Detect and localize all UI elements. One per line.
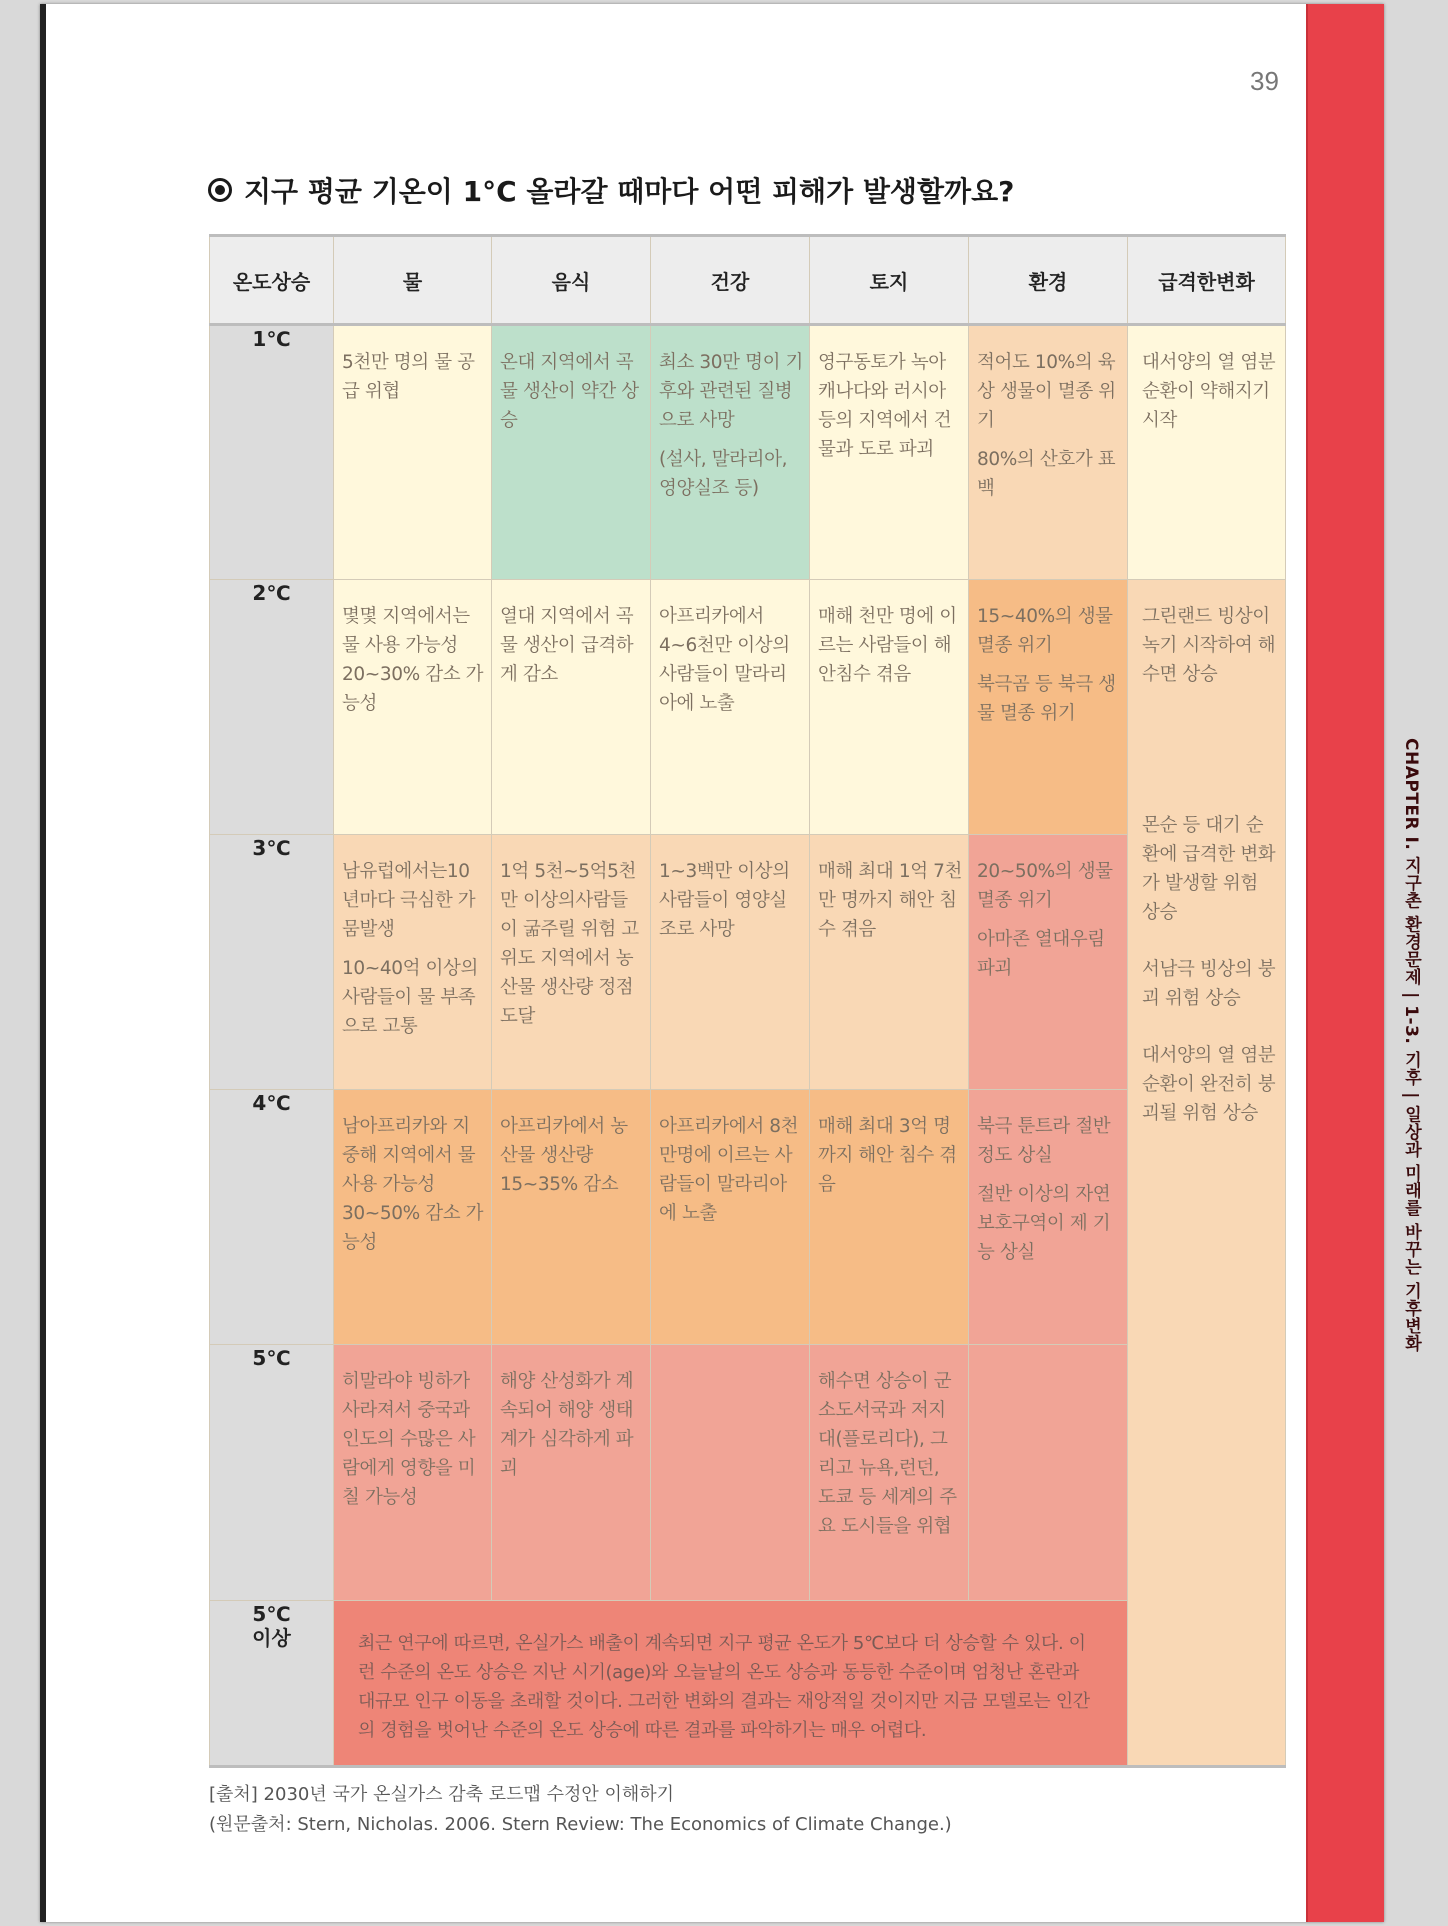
table-row xyxy=(210,325,1286,580)
cell-health-5c xyxy=(651,1345,810,1601)
source-citation xyxy=(209,1780,952,1840)
header-temperature: 온도상승 xyxy=(210,236,334,325)
cell-health-4c: 아프리카에서 8천만명에 이르는 사람들이 말라리아에 노출 xyxy=(651,1090,810,1345)
cell-water-3c: 남유럽에서는10년마다 극심한 가뭄발생 10~40억 이상의 사람들이 물 부족으로 고통 xyxy=(334,835,492,1090)
page-title xyxy=(208,170,1014,210)
header-land: 토지 xyxy=(810,236,969,325)
chapter-side-label: CHAPTER I. 지구촌 환경문제 | 1-3. 기후 | 일상과 미래를 바꾸는 기후변화 xyxy=(1401,738,1421,1353)
table-row xyxy=(210,1601,1286,1767)
cell-food-4c: 아프리카에서 농산물 생산량 15~35% 감소 xyxy=(492,1090,651,1345)
cell-environment-1c: 적어도 10%의 육상 생물이 멸종 위기 80%의 산호가 표백 xyxy=(969,325,1128,580)
cell-health-3c: 1~3백만 이상의 사람들이 영양실조로 사망 xyxy=(651,835,810,1090)
row-label-5c: 5℃ xyxy=(210,1345,334,1601)
table-row xyxy=(210,1090,1286,1345)
cell-above-5c-note: 최근 연구에 따르면, 온실가스 배출이 계속되면 지구 평균 온도가 5℃보다 더 상승할 수 있다. 이런 수준의 온도 상승은 지난 시기(age)와 오늘날의 온도 상승과 동등한 수준이며 엄청난 혼란과 대규모 인구 이동을 초래할 것이다. 그러한 변화의 결과는 재앙적일 것이지만 지금 모델로는 인간의 경험을 벗어난 수준의 온도 상승에 따른 결과를 파악하기는 매우 어렵다. xyxy=(334,1601,1128,1767)
cell-land-5c: 해수면 상승이 군소도서국과 저지대(플로리다), 그리고 뉴욕,런던, 도쿄 등 세계의 주요 도시들을 위협 xyxy=(810,1345,969,1601)
cell-environment-3c: 20~50%의 생물 멸종 위기 아마존 열대우림파괴 xyxy=(969,835,1128,1090)
cell-health-1c: 최소 30만 명이 기후와 관련된 질병으로 사망 (설사, 말라리아, 영양실조 등) xyxy=(651,325,810,580)
target-bullet-icon xyxy=(208,178,232,202)
source-line-1: [출처] 2030년 국가 온실가스 감축 로드맵 수정안 이해하기 xyxy=(209,1784,675,1805)
cell-land-1c: 영구동토가 녹아 캐나다와 러시아 등의 지역에서 건물과 도로 파괴 xyxy=(810,325,969,580)
table-row xyxy=(210,835,1286,1090)
table-row xyxy=(210,1345,1286,1601)
cell-food-1c: 온대 지역에서 곡물 생산이 약간 상승 xyxy=(492,325,651,580)
header-water: 물 xyxy=(334,236,492,325)
row-label-4c: 4℃ xyxy=(210,1090,334,1345)
cell-abrupt-merged: 그린랜드 빙상이 녹기 시작하여 해수면 상승 몬순 등 대기 순환에 급격한 변화가 발생할 위험 상승 서남극 빙상의 붕괴 위험 상승 대서양의 열 염분 순환이 완전히 붕괴될 위험 상승 xyxy=(1128,580,1286,1767)
cell-water-4c: 남아프리카와 지중해 지역에서 물 사용 가능성 30~50% 감소 가능성 xyxy=(334,1090,492,1345)
header-environment: 환경 xyxy=(969,236,1128,325)
header-health: 건강 xyxy=(651,236,810,325)
row-label-above-5c: 5℃ 이상 xyxy=(210,1601,334,1767)
row-label-1c: 1℃ xyxy=(210,325,334,580)
cell-food-5c: 해양 산성화가 계속되어 해양 생태계가 심각하게 파괴 xyxy=(492,1345,651,1601)
header-food: 음식 xyxy=(492,236,651,325)
cell-water-5c: 히말라야 빙하가 사라져서 중국과 인도의 수많은 사람에게 영향을 미칠 가능성 xyxy=(334,1345,492,1601)
row-label-2c: 2℃ xyxy=(210,580,334,835)
cell-environment-4c: 북극 툰트라 절반 정도 상실 절반 이상의 자연보호구역이 제 기능 상실 xyxy=(969,1090,1128,1345)
source-line-2: (원문출처: Stern, Nicholas. 2006. Stern Review: The Economics of Climate Change.) xyxy=(209,1814,952,1835)
cell-abrupt-1c: 대서양의 열 염분 순환이 약해지기 시작 xyxy=(1128,325,1286,580)
cell-land-4c: 매해 최대 3억 명까지 해안 침수 겪음 xyxy=(810,1090,969,1345)
cell-environment-2c: 15~40%의 생물 멸종 위기 북극곰 등 북극 생물 멸종 위기 xyxy=(969,580,1128,835)
cell-water-2c: 몇몇 지역에서는 물 사용 가능성 20~30% 감소 가능성 xyxy=(334,580,492,835)
cell-food-2c: 열대 지역에서 곡물 생산이 급격하게 감소 xyxy=(492,580,651,835)
table-header-row xyxy=(210,236,1286,325)
cell-land-2c: 매해 천만 명에 이르는 사람들이 해안침수 겪음 xyxy=(810,580,969,835)
cell-health-2c: 아프리카에서 4~6천만 이상의 사람들이 말라리아에 노출 xyxy=(651,580,810,835)
chapter-side-bar xyxy=(1306,4,1384,1922)
row-label-3c: 3℃ xyxy=(210,835,334,1090)
page-number: 39 xyxy=(1250,66,1279,96)
climate-impact-table xyxy=(209,234,1286,1768)
cell-environment-5c xyxy=(969,1345,1128,1601)
page-title-text: 지구 평균 기온이 1°C 올라갈 때마다 어떤 피해가 발생할까요? xyxy=(244,175,1015,208)
cell-land-3c: 매해 최대 1억 7천만 명까지 해안 침수 겪음 xyxy=(810,835,969,1090)
header-abrupt-change: 급격한변화 xyxy=(1128,236,1286,325)
cell-water-1c: 5천만 명의 물 공급 위협 xyxy=(334,325,492,580)
table-row xyxy=(210,580,1286,835)
cell-food-3c: 1억 5천~5억5천만 이상의사람들이 굶주릴 위험 고위도 지역에서 농산물 생산량 정점 도달 xyxy=(492,835,651,1090)
